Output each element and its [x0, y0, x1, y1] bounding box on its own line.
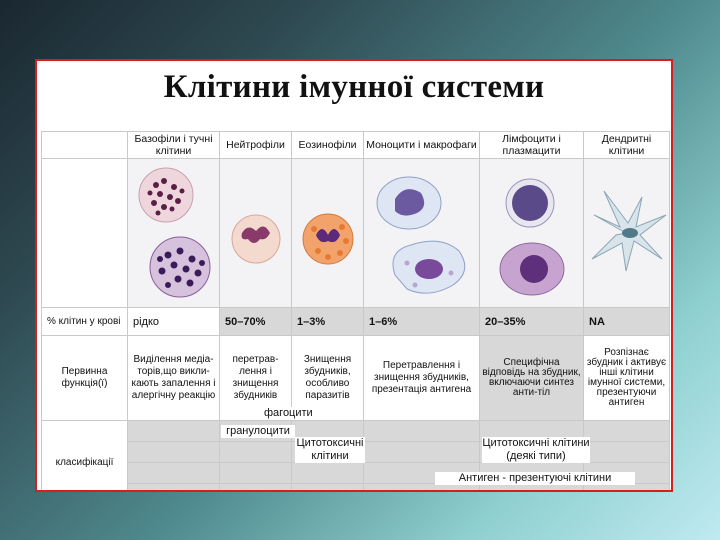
function-label: Первинна функція(ї)	[42, 336, 128, 421]
phagocytes-label: фагоцити	[264, 407, 313, 419]
lymphocyte-image	[480, 159, 584, 308]
fn-eosinophils: Знищення збудників, особливо паразитів	[292, 336, 364, 421]
pct-dendritic: NA	[584, 308, 670, 336]
eosinophil-image	[292, 159, 364, 308]
fn-monocytes: Перетравлення і знищення збудників, презентація антигена	[364, 336, 480, 421]
pct-eosinophils: 1–3%	[292, 308, 364, 336]
header-dendritic: Дендритні клітини	[584, 132, 670, 159]
dendritic-image	[584, 159, 670, 308]
pct-lymphocytes: 20–35%	[480, 308, 584, 336]
apc-label: Антиген - презентуючі клітини	[435, 472, 635, 485]
image-row	[42, 159, 670, 308]
header-basophils: Базофіли і тучні клітини	[128, 132, 220, 159]
header-eosinophils: Еозинофіли	[292, 132, 364, 159]
header-lymphocytes: Лімфоцити і плазмацити	[480, 132, 584, 159]
slide	[35, 59, 673, 492]
pct-basophils: рідко	[128, 308, 220, 336]
basophil-image	[128, 159, 220, 308]
function-row	[42, 336, 670, 421]
granulocytes-label: гранулоцити	[221, 425, 295, 438]
neutrophil-image	[220, 159, 292, 308]
monocyte-image	[364, 159, 480, 308]
cytotoxic-lym-label: Цитотоксичні клітини (деякі типи)	[482, 437, 590, 462]
neutrophil-cell-illustration	[222, 163, 292, 303]
class-label: класифікації	[42, 421, 128, 493]
lymphocyte-plasmacyte-illustration	[482, 163, 582, 303]
percent-label: % клітин у крові	[42, 308, 128, 336]
basophil-cells-illustration	[132, 163, 216, 303]
monocyte-macrophage-illustration	[367, 163, 477, 303]
slide-title: Клітини імунної системи	[163, 69, 545, 105]
fn-basophils: Виділення медіа-торів,що викли-кають запалення і алергічну реакцію	[128, 336, 220, 421]
dendritic-cell-illustration	[586, 163, 670, 303]
cytotoxic-eos-label: Цитотоксичні клітини	[296, 437, 364, 462]
pct-monocytes: 1–6%	[364, 308, 480, 336]
percent-row	[42, 308, 670, 336]
pct-neutrophils: 50–70%	[220, 308, 292, 336]
header-monocytes: Моноцити і макрофаги	[364, 132, 480, 159]
fn-dendritic: Розпізнає збудник і активує інші клітини імунної системи, презентуючи антиген	[584, 336, 670, 421]
fn-neutrophils: перетрав-лення і знищення збудників	[220, 336, 292, 421]
fn-lymphocytes: Специфічна відповідь на збудник, включаючи синтез анти-тіл	[480, 336, 584, 421]
header-neutrophils: Нейтрофіли	[220, 132, 292, 159]
eosinophil-cell-illustration	[294, 163, 364, 303]
header-empty	[42, 132, 128, 159]
header-row	[42, 132, 670, 159]
